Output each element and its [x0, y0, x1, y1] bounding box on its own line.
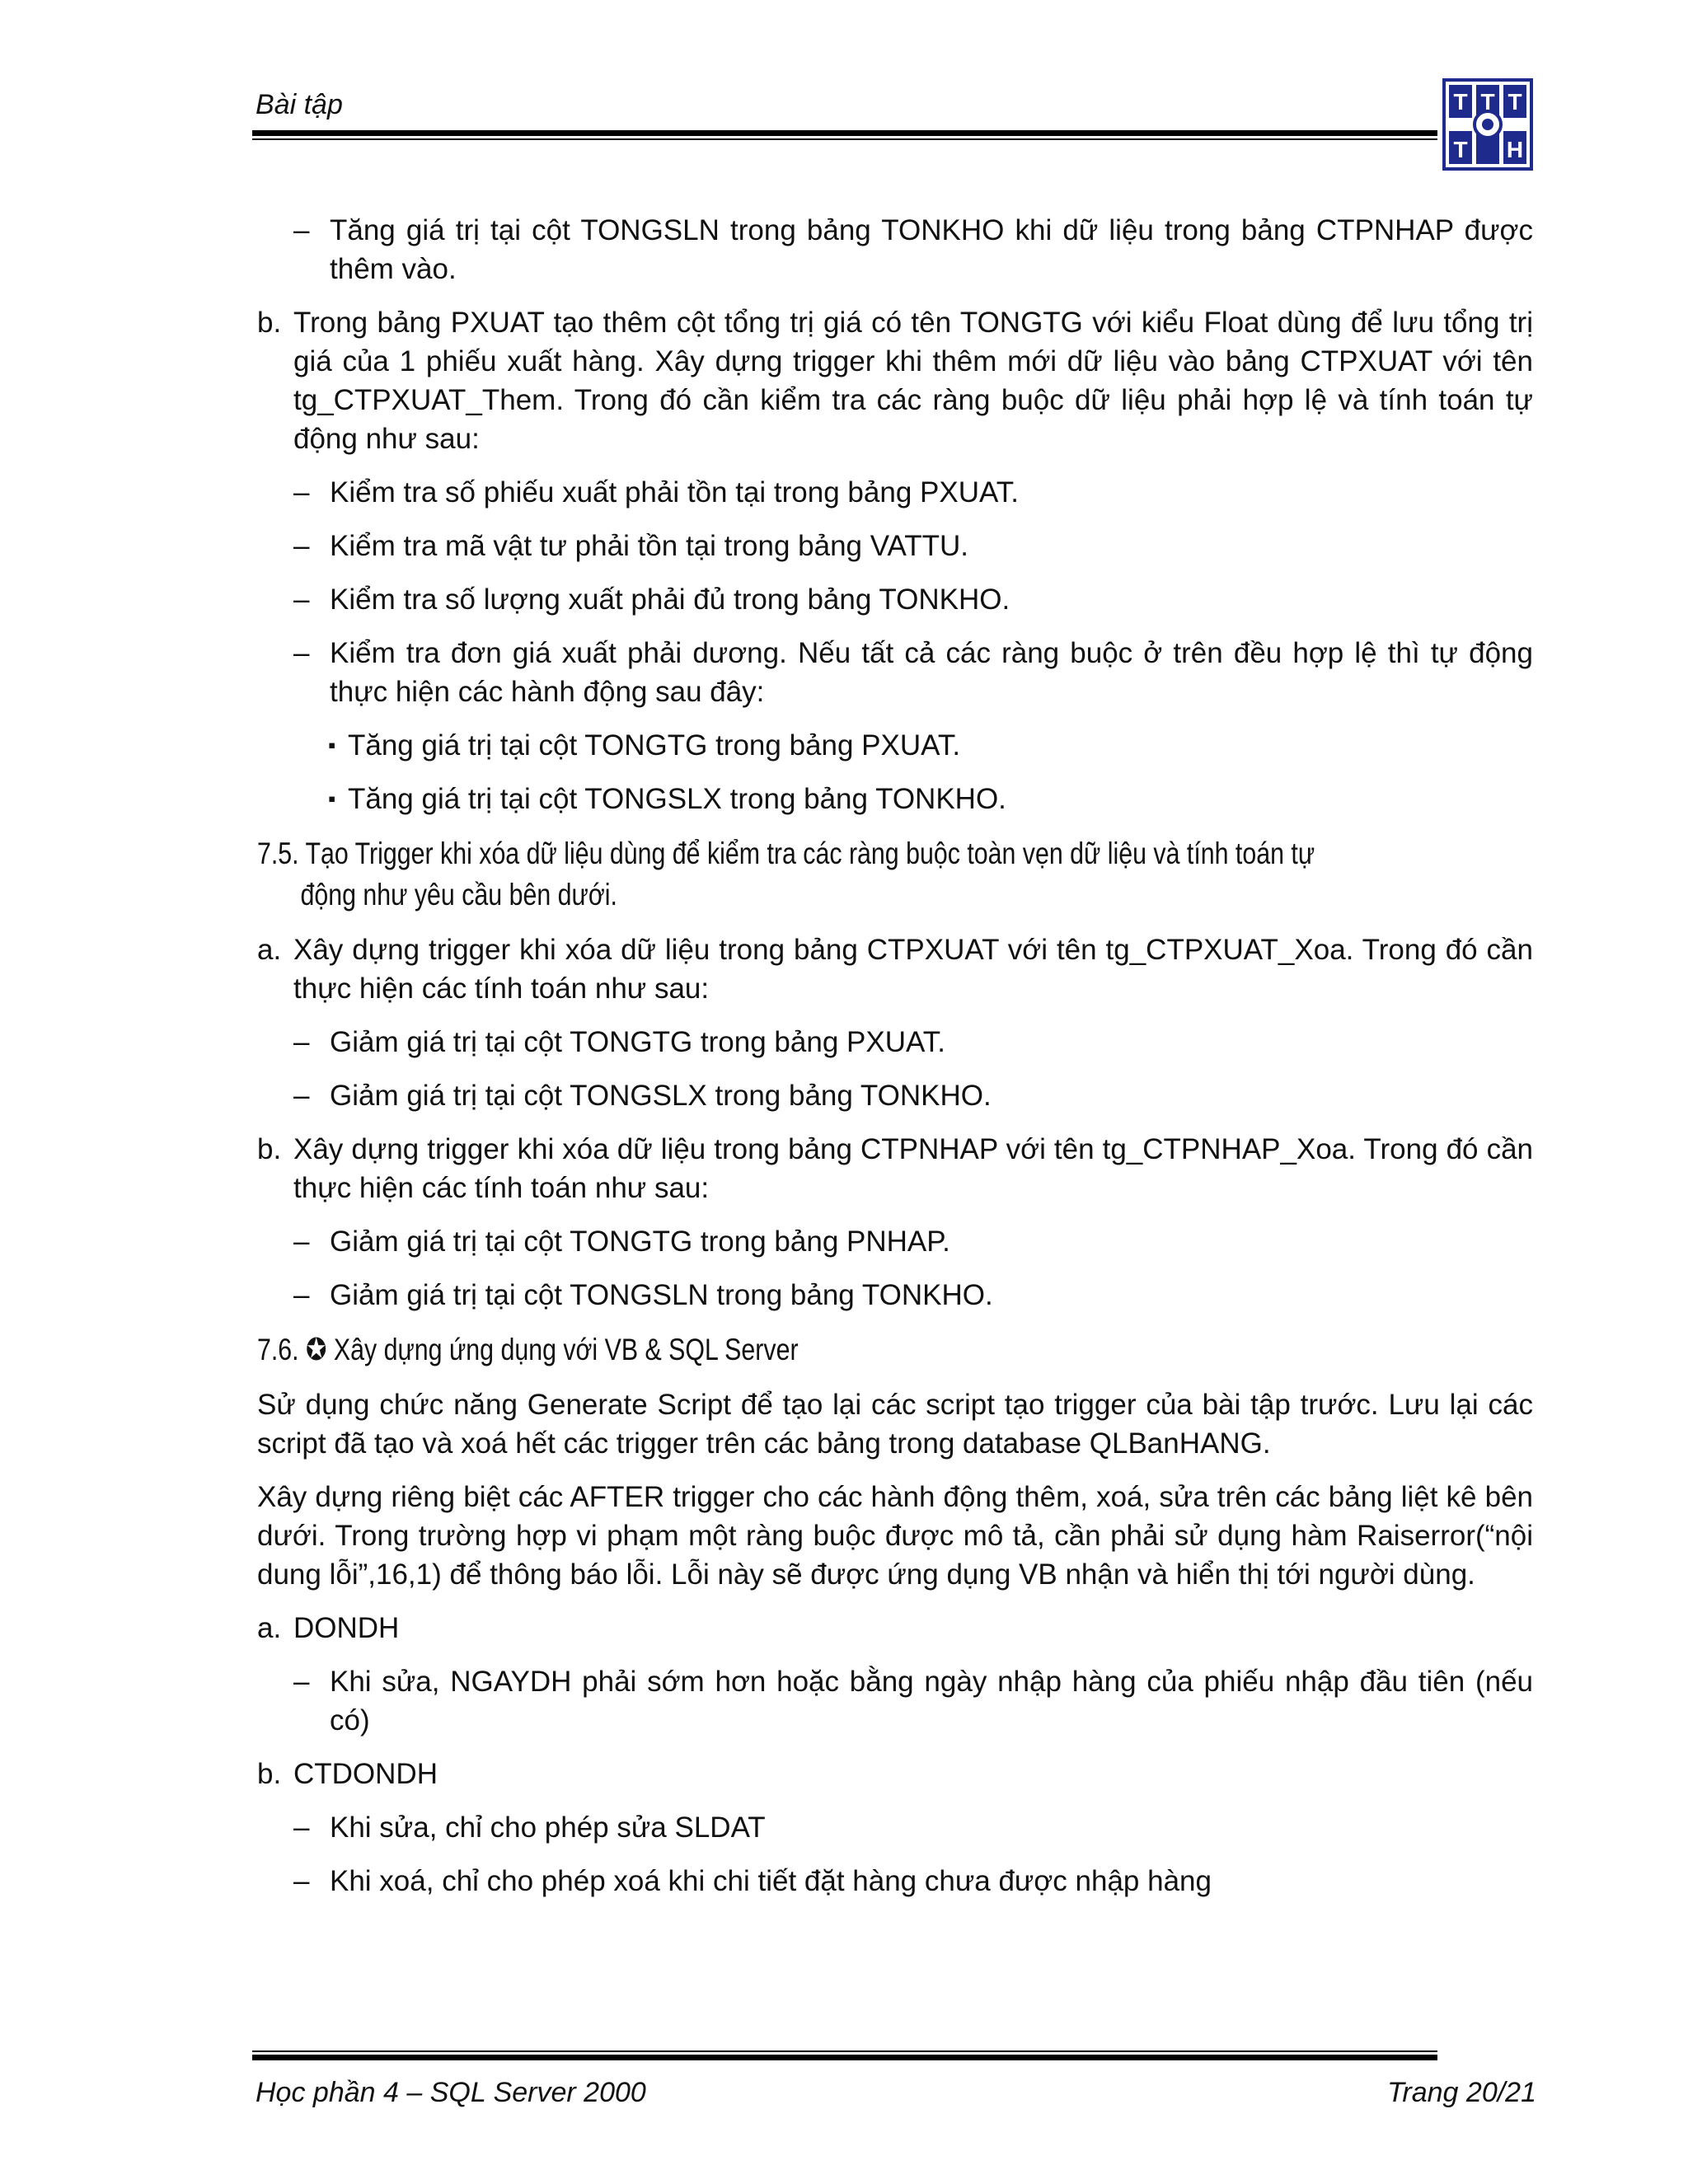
item-text: Khi sửa, NGAYDH phải sớm hơn hoặc bằng ngày nhập hàng của phiếu nhập đầu tiên (nếu có): [330, 1666, 1533, 1736]
heading-line: 7.6. ✪ Xây dựng ứng dụng với VB & SQL Server: [257, 1333, 799, 1366]
footer-page-number: Trang 20/21: [1387, 2077, 1536, 2108]
svg-text:H: H: [1506, 137, 1524, 162]
dash-marker: –: [293, 1226, 310, 1258]
item-text: Giảm giá trị tại cột TONGSLX trong bảng TONKHO.: [330, 1080, 992, 1112]
heading-line: 7.5. Tạo Trigger khi xóa dữ liệu dùng để kiểm tra các ràng buộc toàn vẹn dữ liệu và tính toán tự: [257, 837, 1315, 870]
item-text: Khi sửa, chỉ cho phép sửa SLDAT: [330, 1811, 766, 1844]
lettered-item: [257, 1609, 1533, 1647]
lettered-item: [257, 1755, 1533, 1793]
dash-item: [257, 580, 1533, 619]
dash-item: [257, 1862, 1533, 1900]
header-rule: [252, 130, 1437, 136]
item-text: Kiểm tra mã vật tư phải tồn tại trong bảng VATTU.: [330, 530, 968, 562]
item-letter: b.: [257, 1133, 282, 1165]
dash-item: [257, 1023, 1533, 1062]
header-rule-thin: [252, 138, 1437, 140]
dash-item: [257, 1076, 1533, 1115]
dash-marker: –: [293, 583, 310, 616]
dash-marker: –: [293, 1811, 310, 1844]
item-text: Giảm giá trị tại cột TONGSLN trong bảng TONKHO.: [330, 1279, 993, 1311]
dash-item: [257, 634, 1533, 711]
item-text: DONDH: [293, 1612, 400, 1644]
dash-item: [257, 1222, 1533, 1261]
dash-item: [257, 473, 1533, 512]
dash-marker: –: [293, 1865, 310, 1897]
svg-text:T: T: [1480, 89, 1495, 115]
footer-course: Học phần 4 – SQL Server 2000: [256, 2077, 646, 2108]
item-text: Giảm giá trị tại cột TONGTG trong bảng PNHAP.: [330, 1226, 950, 1258]
square-bullet-item: [257, 726, 1533, 765]
item-text: Kiểm tra đơn giá xuất phải dương. Nếu tất cả các ràng buộc ở trên đều hợp lệ thì tự động thực hiện các hành động sau đây:: [330, 637, 1533, 708]
dash-marker: –: [293, 476, 310, 509]
section-heading-7-6: [257, 1329, 1534, 1371]
item-text: Khi xoá, chỉ cho phép xoá khi chi tiết đặt hàng chưa được nhập hàng: [330, 1865, 1212, 1897]
item-text: Xây dựng trigger khi xóa dữ liệu trong bảng CTPNHAP với tên tg_CTPNHAP_Xoa. Trong đó cần thực hiện các tính toán như sau:: [293, 1133, 1533, 1204]
item-text: Tăng giá trị tại cột TONGSLN trong bảng TONKHO khi dữ liệu trong bảng CTPNHAP được thêm vào.: [330, 214, 1533, 285]
paragraph: Sử dụng chức năng Generate Script để tạo lại các script tạo trigger của bài tập trước. Lưu lại các script đã tạo và xoá hết các trigger trên các bảng trong database QLBanHANG.: [257, 1389, 1533, 1460]
paragraph: Xây dựng riêng biệt các AFTER trigger cho các hành động thêm, xoá, sửa trên các bảng liệt kê bên dưới. Trong trường hợp vi phạm một ràng buộc được mô tả, cần phải sử dụng hàm Raiserror(“nội dung lỗi”,16,1) để thông báo lỗi. Lỗi này sẽ được ứng dụng VB nhận và hiển thị tới người dùng.: [257, 1481, 1533, 1591]
item-letter: a.: [257, 1612, 282, 1644]
footer-rule-thin: [252, 2050, 1437, 2052]
dash-item: [257, 1808, 1533, 1847]
item-text: Kiểm tra số lượng xuất phải đủ trong bảng TONKHO.: [330, 583, 1010, 616]
dash-marker: –: [293, 1666, 310, 1698]
item-text: Tăng giá trị tại cột TONGTG trong bảng PXUAT.: [348, 729, 961, 762]
item-text: Kiểm tra số phiếu xuất phải tồn tại trong bảng PXUAT.: [330, 476, 1019, 509]
dash-marker: –: [293, 1279, 310, 1311]
dash-item: [257, 1276, 1533, 1315]
svg-text:T: T: [1507, 89, 1522, 115]
dash-marker: –: [293, 637, 310, 669]
svg-text:T: T: [1453, 137, 1468, 162]
dash-marker: –: [293, 1080, 310, 1112]
footer-rule: [252, 2055, 1437, 2060]
page-header-title: Bài tập: [256, 89, 343, 120]
lettered-item: [257, 303, 1533, 458]
item-text: Xây dựng trigger khi xóa dữ liệu trong bảng CTPXUAT với tên tg_CTPXUAT_Xoa. Trong đó cần thực hiện các tính toán như sau:: [293, 934, 1533, 1005]
publisher-logo: [1442, 78, 1533, 171]
item-text: Giảm giá trị tại cột TONGTG trong bảng PXUAT.: [330, 1026, 945, 1058]
section-heading-7-5: [257, 833, 1534, 916]
dash-marker: –: [293, 1026, 310, 1058]
item-text: CTDONDH: [293, 1758, 438, 1790]
page-content: [257, 211, 1533, 1915]
square-bullet-item: [257, 780, 1533, 818]
dash-item: [257, 527, 1533, 565]
dash-marker: –: [293, 214, 310, 246]
square-bullet-icon: ▪: [328, 786, 336, 811]
item-letter: b.: [257, 307, 282, 339]
item-text: Tăng giá trị tại cột TONGSLX trong bảng TONKHO.: [348, 783, 1006, 815]
svg-text:T: T: [1453, 89, 1468, 115]
item-letter: b.: [257, 1758, 282, 1790]
heading-line-continued: động như yêu cầu bên dưới.: [300, 878, 617, 912]
item-letter: a.: [257, 934, 282, 966]
dash-item: [257, 1662, 1533, 1740]
square-bullet-icon: ▪: [328, 733, 336, 757]
dash-item: [257, 211, 1533, 288]
lettered-item: [257, 1130, 1533, 1207]
item-text: Trong bảng PXUAT tạo thêm cột tổng trị giá có tên TONGTG với kiểu Float dùng để lưu tổng trị giá của 1 phiếu xuất hàng. Xây dựng trigger khi thêm mới dữ liệu vào bảng CTPXUAT với tên tg_CTPXUAT_Them. Trong đó cần kiểm tra các ràng buộc dữ liệu phải hợp lệ và tính toán tự động như sau:: [293, 307, 1533, 455]
lettered-item: [257, 930, 1533, 1008]
dash-marker: –: [293, 530, 310, 562]
